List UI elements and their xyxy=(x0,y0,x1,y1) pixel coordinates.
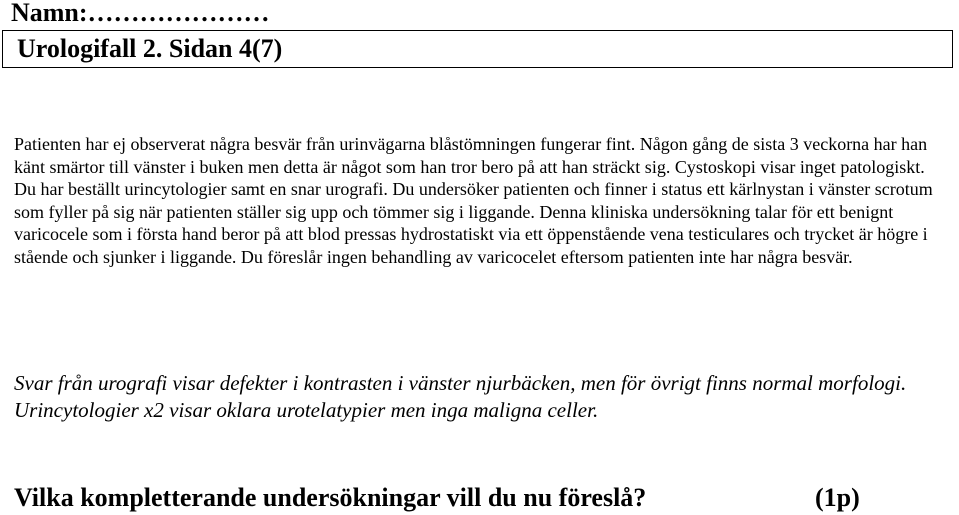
title-box xyxy=(2,30,953,68)
question-points: (1p) xyxy=(815,483,860,512)
case-description: Patienten har ej observerat några besvär från urinvägarna blåstömningen fungerar fint. Någon gång de sista 3 veckorna har han känt smärtor till vänster i buken men detta är något som han tror bero på att han sträckt sig. Cystoskopi visar inget patologiskt. Du har beställt urincytologier samt en snar urografi. Du undersöker patienten och finner i status ett kärlnystan i vänster scrotum som fyller på sig när patienten ställer sig upp och tömmer sig i liggande. Denna kliniska undersökning talar för ett benignt varicocele som i första hand beror på att blod pressas hydrostatiskt via ett öppenstående vena testiculares och trycket är högre i stående och sjunker i liggande. Du föreslår ingen behandling av varicocelet eftersom patienten inte har några besvär. xyxy=(14,134,933,267)
name-field-label: Namn:………………… xyxy=(11,0,270,27)
page-title: Urologifall 2. Sidan 4(7) xyxy=(17,34,283,63)
question xyxy=(14,483,949,513)
question-text: Vilka kompletterande undersökningar vill du nu föreslå? xyxy=(14,483,647,512)
exam-results: Svar från urografi visar defekter i kontrasten i vänster njurbäcken, men för övrigt finns normal morfologi. Urincytologier x2 visar oklara urotelatypier men inga maligna celler. xyxy=(14,371,907,422)
